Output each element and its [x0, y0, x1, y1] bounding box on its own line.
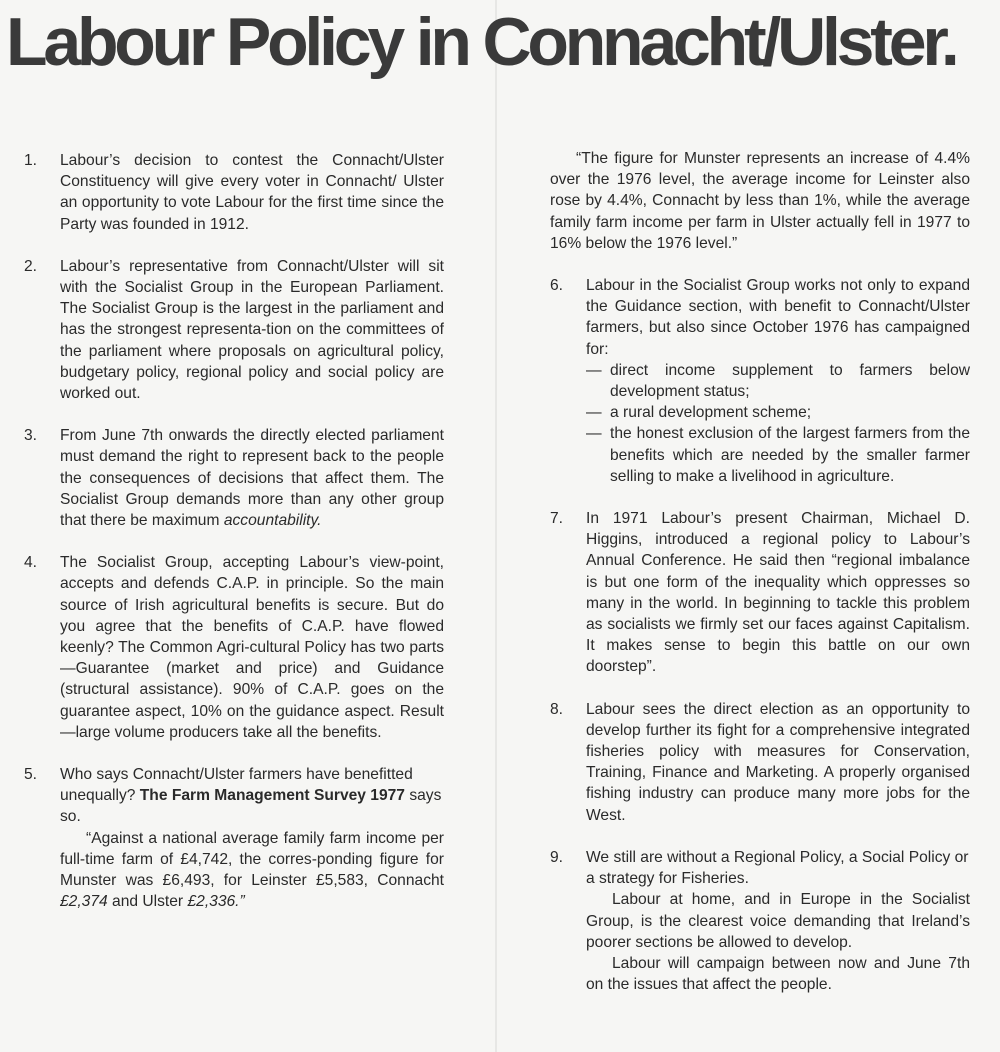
- item-text-para-3: Labour will campaign between now and June 7th on the issues that affect the people.: [586, 954, 970, 994]
- item-number: 5.: [24, 766, 38, 784]
- campaign-list-item: [586, 402, 970, 423]
- left-column: [24, 150, 444, 913]
- item-text-para-2: Labour at home, and in Europe in the Socialist Group, is the clearest voice demanding that Ireland’s poorer sections be allowed to develop.: [586, 891, 970, 951]
- page-fold: [495, 0, 497, 1052]
- item-text: In 1971 Labour’s present Chairman, Michael D. Higgins, introduced a regional policy to Labour’s Annual Conference. He said then “regional imbalance is but one form of the inequality which oppresses so many in the world. In beginning to tackle this problem as socialists we firmly set our faces against Capitalism. It makes sense to begin this battle on our own doorstep”.: [586, 510, 970, 676]
- ulster-income: £2,336.”: [187, 893, 245, 911]
- policy-item-5: [24, 764, 444, 912]
- bullet-text: a rural development scheme;: [610, 404, 812, 422]
- item-number: 7.: [550, 510, 564, 528]
- item-text: We still are without a Regional Policy, a Social Policy or a strategy for Fisheries.: [586, 848, 969, 888]
- item-number: 6.: [550, 277, 564, 295]
- policy-item-3: [24, 425, 444, 531]
- policy-item-7: [550, 508, 970, 678]
- item-number: 9.: [550, 848, 564, 866]
- page-title: Labour Policy in Connacht/Ulster.: [6, 4, 956, 80]
- item-number: 2.: [24, 257, 38, 275]
- item-text: Labour in the Socialist Group works not only to expand the Guidance section, with benefit to Connacht/Ulster farmers, but also since October 1976 has campaigned for:: [586, 277, 970, 358]
- dash-bullet: —: [586, 425, 602, 443]
- policy-item-8: [550, 699, 970, 826]
- item-text: Labour’s representative from Connacht/Ulster will sit with the Socialist Group in the European Parliament. The Socialist Group is the largest in the parliament and has the strongest representa-tion on the committees of the parliament where proposals on agricultural policy, budgetary policy, regional policy and social policy are worked out.: [60, 257, 444, 403]
- item-text: Labour sees the direct election as an opportunity to develop further its fight for a comprehensive integrated fisheries policy with measures for Conservation, Training, Finance and Marketing. A properly organised fishing industry can produce many more jobs for the West.: [586, 700, 970, 824]
- item-text: The Socialist Group, accepting Labour’s view-point, accepts and defends C.A.P. in principle. So the main source of Irish agricultural benefits is secure. But do you agree that the benefits of C.A.P. have flowed keenly? The Common Agri-cultural Policy has two parts—Guarantee (market and price) and Guidance (structural assistance). 90% of C.A.P. goes on the guarantee aspect, 10% on the guidance aspect. Result—large volume producers take all the benefits.: [60, 554, 444, 741]
- policy-item-2: [24, 256, 444, 404]
- policy-item-6: [550, 275, 970, 487]
- quote-text: “Against a national average family farm income per full-time farm of £4,742, the corres-ponding figure for Munster was £6,493, for Leinster £5,583, Connacht: [60, 829, 444, 890]
- item-number: 3.: [24, 427, 38, 445]
- item-text: Labour’s decision to contest the Connacht/Ulster Constituency will give every voter in Connacht/ Ulster an opportunity to vote Labour for the first time since the Party was founded in 1912.: [60, 152, 444, 233]
- bullet-text: the honest exclusion of the largest farmers from the benefits which are needed by the smaller farmer selling to make a livelihood in agriculture.: [610, 425, 970, 485]
- item-number: 4.: [24, 554, 38, 572]
- quote-text-and-ulster: and Ulster: [112, 893, 184, 911]
- item-text-question: Who says Connacht/Ulster farmers have benefitted unequally?: [60, 766, 413, 805]
- emphasis-accountability: accountability.: [223, 512, 322, 530]
- campaign-list-item: [586, 423, 970, 487]
- item-number: 8.: [550, 700, 564, 718]
- item-text: [60, 764, 444, 828]
- quote-continuation: “The figure for Munster represents an increase of 4.4% over the 1976 level, the average income for Leinster also rose by 4.4%, Connacht by less than 1%, while the average family farm income per farm in Ulster actually fell in 1977 to 16% below the 1976 level.”: [550, 150, 970, 252]
- item-number: 1.: [24, 152, 38, 169]
- item-text-main: From June 7th onwards the directly elected parliament must demand the right to represent back to the people the consequences of decisions that affect them. The Socialist Group demands more than any other group that there be maximum: [60, 427, 444, 530]
- survey-quote: [60, 828, 444, 913]
- campaign-list: [586, 360, 970, 487]
- dash-bullet: —: [586, 404, 602, 422]
- right-column: [550, 148, 970, 995]
- connacht-income: £2,374: [60, 893, 108, 911]
- item-text: [60, 425, 444, 531]
- dash-bullet: —: [586, 361, 602, 379]
- policy-item-9: [550, 847, 970, 995]
- survey-title: The Farm Management Survey 1977: [139, 787, 405, 805]
- campaign-list-item: [586, 360, 970, 402]
- policy-item-1: [24, 150, 444, 235]
- policy-item-4: [24, 552, 444, 743]
- item-text-says-so: says so.: [60, 787, 442, 826]
- bullet-text: direct income supplement to farmers below development status;: [610, 361, 970, 401]
